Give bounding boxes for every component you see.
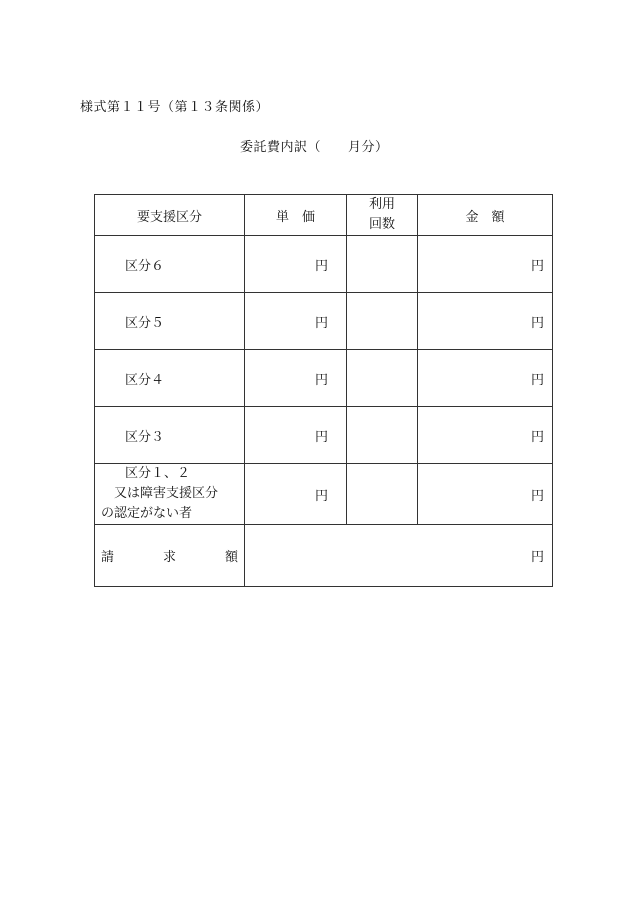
form-number: 様式第１１号（第１３条関係）	[80, 100, 270, 115]
category-cell-multiline	[95, 464, 245, 525]
unit-price-cell[interactable]: 円	[245, 407, 347, 464]
unit-price-cell[interactable]: 円	[245, 350, 347, 407]
header-usage-count-line1: 利用	[368, 197, 395, 212]
usage-count-cell[interactable]	[347, 350, 418, 407]
header-usage-count-line2: 回数	[368, 217, 395, 232]
total-label-char-3: 額	[224, 550, 238, 565]
document-title: 委託費内訳（ 月分）	[240, 140, 389, 155]
table-row	[95, 236, 553, 293]
usage-count-cell[interactable]	[347, 293, 418, 350]
total-row	[95, 525, 553, 587]
usage-count-cell[interactable]	[347, 236, 418, 293]
unit-price-cell[interactable]: 円	[245, 464, 347, 525]
table-row	[95, 293, 553, 350]
header-amount-label: 金 額	[465, 209, 505, 225]
category-cell: 区分６	[95, 236, 245, 293]
header-category: 要支援区分	[95, 195, 245, 236]
unit-price-cell[interactable]: 円	[245, 236, 347, 293]
category-cell: 区分５	[95, 293, 245, 350]
amount-cell[interactable]: 円	[418, 350, 553, 407]
header-usage-count	[347, 195, 418, 236]
amount-cell[interactable]: 円	[418, 293, 553, 350]
total-label	[95, 546, 244, 565]
table-row	[95, 350, 553, 407]
table-row	[95, 407, 553, 464]
category-cell: 区分４	[95, 350, 245, 407]
unit-price-cell[interactable]: 円	[245, 293, 347, 350]
header-unit-price-label: 単 価	[275, 209, 315, 225]
category-cell: 区分３	[95, 407, 245, 464]
category-line-3: の認定がない者	[101, 506, 193, 521]
total-label-cell	[95, 525, 245, 587]
total-amount-cell[interactable]: 円	[245, 525, 553, 587]
table-row	[95, 464, 553, 525]
total-label-char-1: 請	[101, 550, 115, 565]
header-unit-price	[245, 195, 347, 236]
amount-cell[interactable]: 円	[418, 464, 553, 525]
total-label-char-2: 求	[162, 550, 176, 565]
header-amount	[418, 195, 553, 236]
category-line-1: 区分１、２	[125, 466, 191, 481]
table-header-row	[95, 195, 553, 236]
category-line-2: 又は障害支援区分	[114, 486, 219, 501]
breakdown-table	[94, 194, 553, 587]
amount-cell[interactable]: 円	[418, 236, 553, 293]
usage-count-cell[interactable]	[347, 464, 418, 525]
amount-cell[interactable]: 円	[418, 407, 553, 464]
usage-count-cell[interactable]	[347, 407, 418, 464]
